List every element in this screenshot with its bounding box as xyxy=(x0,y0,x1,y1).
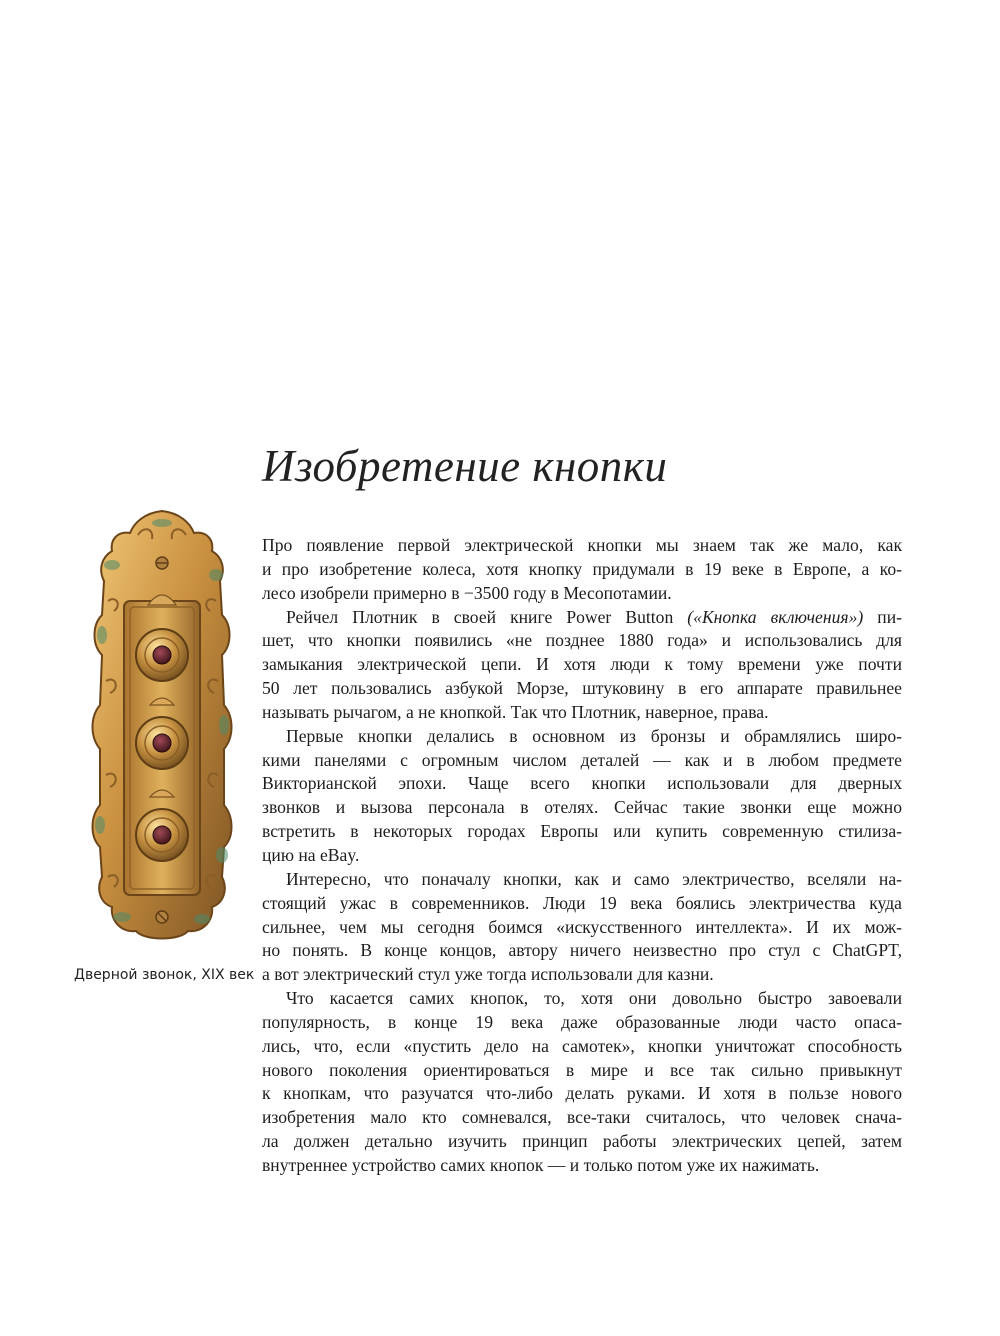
text-line: лись, что, если «пустить дело на самотек», кнопки уничтожат способность xyxy=(262,1035,902,1056)
book-title-translation: («Кнопка включения») xyxy=(687,606,864,627)
text-line: Викторианской эпохи. Чаще всего кнопки использовали для дверных xyxy=(262,773,902,794)
doorbell-plate-illustration xyxy=(82,505,242,945)
text-line: Рейчел Плотник в своей книге Power Button («Кнопка включения») пи- xyxy=(286,606,902,627)
text-line: но понять. В конце концов, автору ничего неизвестно про стул с ChatGPT, xyxy=(262,940,902,961)
article-body xyxy=(262,534,902,1178)
text-line: звонков и вызова персонала в отелях. Сейчас такие звонки еще можно xyxy=(262,797,902,818)
text-line: изобретения мало кто сомневался, все-таки считалось, что человек снача- xyxy=(262,1107,902,1128)
bell-button-middle xyxy=(136,717,188,769)
text-line: замыкания электрической цепи. И хотя люди к тому времени уже почти xyxy=(262,654,902,675)
text-line: и про изобретение колеса, хотя кнопку придумали в 19 веке в Европе, а ко- xyxy=(262,558,902,579)
text-line: цию на eBay. xyxy=(262,844,360,865)
text-line: внутреннее устройство самих кнопок — и только потом уже их нажимать. xyxy=(262,1154,820,1175)
text-line: лесо изобрели примерно в −3500 году в Месопотамии. xyxy=(262,582,672,603)
text-line: стоящий ужас в современников. Люди 19 века боялись электричества куда xyxy=(262,892,902,913)
text-line: Что касается самих кнопок, то, хотя они довольно быстро завоевали xyxy=(286,988,902,1009)
text-line: ла должен детально изучить принцип работы электрических цепей, затем xyxy=(262,1131,902,1152)
text-line: популярность, в конце 19 века даже образованные люди часто опаса- xyxy=(262,1011,902,1032)
text-line: кими панелями с огромным числом деталей — как и в любом предмете xyxy=(262,749,902,770)
text-line: а вот электрический стул уже тогда использовали для казни. xyxy=(262,964,714,985)
text-line: Интересно, что поначалу кнопки, как и само электричество, вселяли на- xyxy=(286,868,902,889)
text-line: Первые кнопки делались в основном из бронзы и обрамлялись широ- xyxy=(286,725,902,746)
text-line: Про появление первой электрической кнопки мы знаем так же мало, как xyxy=(262,535,902,555)
text-line: называть рычагом, а не кнопкой. Так что Плотник, наверное, права. xyxy=(262,701,769,722)
text-line: сильнее, чем мы сегодня боимся «искусственного интеллекта». И их мож- xyxy=(262,916,902,937)
bell-button-bottom xyxy=(136,809,188,861)
text-line: 50 лет пользовались азбукой Морзе, штуковину в его аппарате правильнее xyxy=(262,678,902,699)
text-line: шет, что кнопки появились «не позднее 1880 года» и использовались для xyxy=(262,630,902,651)
figure-caption: Дверной звонок, XIX век xyxy=(74,967,255,983)
bell-button-top xyxy=(136,629,188,681)
text-line: встретить в некоторых городах Европы или купить современную стилиза- xyxy=(262,821,902,842)
text-line: нового поколения ориентироваться в мире и все так сильно привыкнут xyxy=(262,1059,902,1080)
doorbell-figure xyxy=(82,505,242,945)
chapter-title: Изобретение кнопки xyxy=(262,441,668,491)
text-line: к кнопкам, что разучатся что-либо делать руками. И хотя в пользе нового xyxy=(262,1083,902,1104)
